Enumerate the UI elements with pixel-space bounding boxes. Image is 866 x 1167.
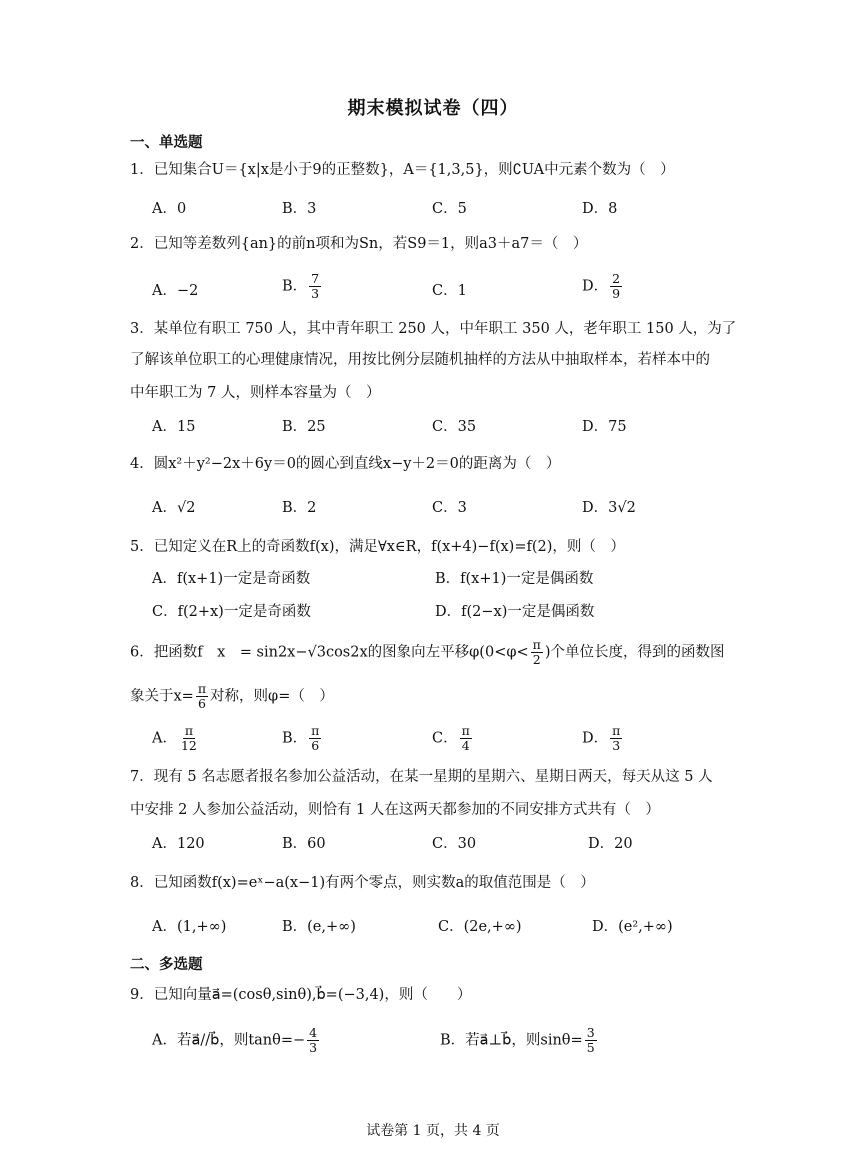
q6-option-c-label: C． bbox=[432, 730, 458, 747]
q4-option-a: A．√2 bbox=[152, 500, 196, 516]
q6-option-d bbox=[582, 724, 624, 753]
q5-option-c: C．f(2+x)一定是奇函数 bbox=[152, 604, 311, 620]
fraction-numerator: π bbox=[532, 637, 541, 652]
q6-option-d-label: D． bbox=[582, 730, 609, 747]
fraction-numerator: 2 bbox=[612, 271, 621, 286]
fraction-numerator: π bbox=[184, 723, 194, 738]
fraction-numerator: π bbox=[612, 723, 621, 738]
q4-option-b: B．2 bbox=[282, 500, 317, 516]
q5-option-d: D．f(2−x)一定是偶函数 bbox=[435, 604, 595, 620]
question-7-line-2: 中安排 2 人参加公益活动，则恰有 1 人在这两天都参加的不同安排方式共有（ ） bbox=[130, 802, 660, 818]
question-9-stem: 9．已知向量a⃗=(cosθ,sinθ),b⃗=(−3,4)，则（ ） bbox=[130, 987, 472, 1003]
q9-option-b-fraction bbox=[585, 1026, 597, 1055]
q6-line2-text-a: 象关于x= bbox=[130, 688, 194, 705]
q9-option-a-fraction bbox=[307, 1026, 319, 1055]
question-2-stem: 2．已知等差数列{an}的前n项和为Sn，若S9＝1，则a3＋a7＝（ ） bbox=[130, 236, 588, 252]
q1-option-a: A．0 bbox=[152, 201, 187, 217]
fraction-denominator: 9 bbox=[612, 286, 621, 301]
q6-option-a bbox=[152, 724, 201, 753]
fraction-denominator: 3 bbox=[311, 286, 320, 301]
question-3-line-3: 中年职工为 7 人，则样本容量为（ ） bbox=[130, 385, 381, 401]
section-single-choice: 一、单选题 bbox=[130, 135, 203, 151]
q2-option-b-fraction bbox=[309, 272, 321, 301]
fraction-numerator: 4 bbox=[309, 1025, 318, 1040]
q8-option-c: C．(2e,+∞) bbox=[438, 919, 522, 935]
q2-option-a: A．−2 bbox=[152, 283, 199, 299]
page-title: 期末模拟试卷（四） bbox=[347, 98, 519, 119]
question-6-line-1 bbox=[130, 638, 725, 667]
q7-option-c: C．30 bbox=[432, 836, 477, 852]
q6-line1-fraction bbox=[531, 638, 543, 667]
q6-option-c-fraction bbox=[460, 724, 472, 753]
q8-option-d: D．(e²,+∞) bbox=[592, 919, 673, 935]
q2-option-b-label: B． bbox=[282, 278, 308, 295]
fraction-denominator: 3 bbox=[309, 1040, 318, 1055]
q3-option-c: C．35 bbox=[432, 419, 477, 435]
q3-option-d: D．75 bbox=[582, 419, 627, 435]
q6-option-d-fraction bbox=[610, 724, 622, 753]
q6-line2-text-b: 对称，则φ=（ ） bbox=[210, 688, 334, 705]
q9-option-b bbox=[440, 1026, 599, 1055]
fraction-denominator: 2 bbox=[532, 652, 541, 667]
q6-line1-text-a: 6．把函数f x = sin2x−√3cos2x的图象向左平移φ(0<φ< bbox=[130, 644, 529, 661]
q6-option-a-fraction bbox=[179, 724, 199, 753]
q7-option-d: D．20 bbox=[588, 836, 633, 852]
q4-option-d: D．3√2 bbox=[582, 500, 636, 516]
q1-option-b: B．3 bbox=[282, 201, 317, 217]
question-3-line-2: 了解该单位职工的心理健康情况，用按比例分层随机抽样的方法从中抽取样本，若样本中的 bbox=[130, 352, 710, 368]
q7-option-b: B．60 bbox=[282, 836, 326, 852]
q2-option-d-fraction bbox=[610, 272, 622, 301]
q2-option-d bbox=[582, 272, 624, 301]
fraction-denominator: 12 bbox=[180, 738, 197, 753]
fraction-numerator: π bbox=[311, 723, 320, 738]
question-6-line-2 bbox=[130, 682, 334, 711]
fraction-numerator: π bbox=[461, 723, 470, 738]
q5-option-a: A．f(x+1)一定是奇函数 bbox=[152, 571, 311, 587]
fraction-denominator: 4 bbox=[461, 738, 470, 753]
question-4-stem: 4．圆x²＋y²−2x＋6y＝0的圆心到直线x−y＋2＝0的距离为（ ） bbox=[130, 456, 561, 472]
q5-option-b: B．f(x+1)一定是偶函数 bbox=[435, 571, 594, 587]
q1-option-d: D．8 bbox=[582, 201, 618, 217]
q3-option-a: A．15 bbox=[152, 419, 196, 435]
q1-option-c: C．5 bbox=[432, 201, 467, 217]
fraction-numerator: π bbox=[197, 681, 207, 696]
section-multi-choice: 二、多选题 bbox=[130, 957, 203, 973]
q6-line1-text-b: )个单位长度，得到的函数图 bbox=[544, 644, 725, 661]
q6-option-b-label: B． bbox=[282, 730, 308, 747]
fraction-denominator: 6 bbox=[311, 738, 320, 753]
q7-option-a: A．120 bbox=[152, 836, 205, 852]
fraction-numerator: 3 bbox=[586, 1025, 595, 1040]
q9-option-b-text: B．若a⃗⊥b⃗，则sinθ= bbox=[440, 1032, 583, 1049]
question-3-line-1: 3．某单位有职工 750 人，其中青年职工 250 人，中年职工 350 人，老年职工 150 人，为了 bbox=[130, 321, 737, 337]
fraction-denominator: 6 bbox=[197, 696, 206, 711]
q6-option-b-fraction bbox=[309, 724, 321, 753]
q6-option-a-label: A． bbox=[152, 730, 177, 747]
q3-option-b: B．25 bbox=[282, 419, 326, 435]
q6-line2-fraction bbox=[196, 682, 208, 711]
q8-option-b: B．(e,+∞) bbox=[282, 919, 356, 935]
q9-option-a-text: A．若a⃗//b⃗，则tanθ=− bbox=[152, 1032, 306, 1049]
q9-option-a bbox=[152, 1026, 321, 1055]
question-7-line-1: 7．现有 5 名志愿者报名参加公益活动，在某一星期的星期六、星期日两天，每天从这 5 人 bbox=[130, 769, 713, 785]
q4-option-c: C．3 bbox=[432, 500, 467, 516]
question-1-stem: 1．已知集合U＝{x|x是小于9的正整数}，A＝{1,3,5}，则∁UA中元素个数为（ ） bbox=[130, 162, 675, 178]
q2-option-c: C．1 bbox=[432, 283, 467, 299]
q8-option-a: A．(1,+∞) bbox=[152, 919, 227, 935]
question-8-stem: 8．已知函数f(x)=eˣ−a(x−1)有两个零点，则实数a的取值范围是（ ） bbox=[130, 875, 595, 891]
q2-option-b bbox=[282, 272, 323, 301]
q6-option-c bbox=[432, 724, 474, 753]
fraction-numerator: 7 bbox=[311, 271, 320, 286]
q2-option-d-label: D． bbox=[582, 278, 609, 295]
page-footer: 试卷第 1 页，共 4 页 bbox=[366, 1123, 500, 1139]
q6-option-b bbox=[282, 724, 323, 753]
fraction-denominator: 3 bbox=[612, 738, 621, 753]
fraction-denominator: 5 bbox=[586, 1040, 595, 1055]
question-5-stem: 5．已知定义在R上的奇函数f(x)，满足∀x∈R，f(x+4)−f(x)=f(2)，则（ ） bbox=[130, 539, 625, 555]
